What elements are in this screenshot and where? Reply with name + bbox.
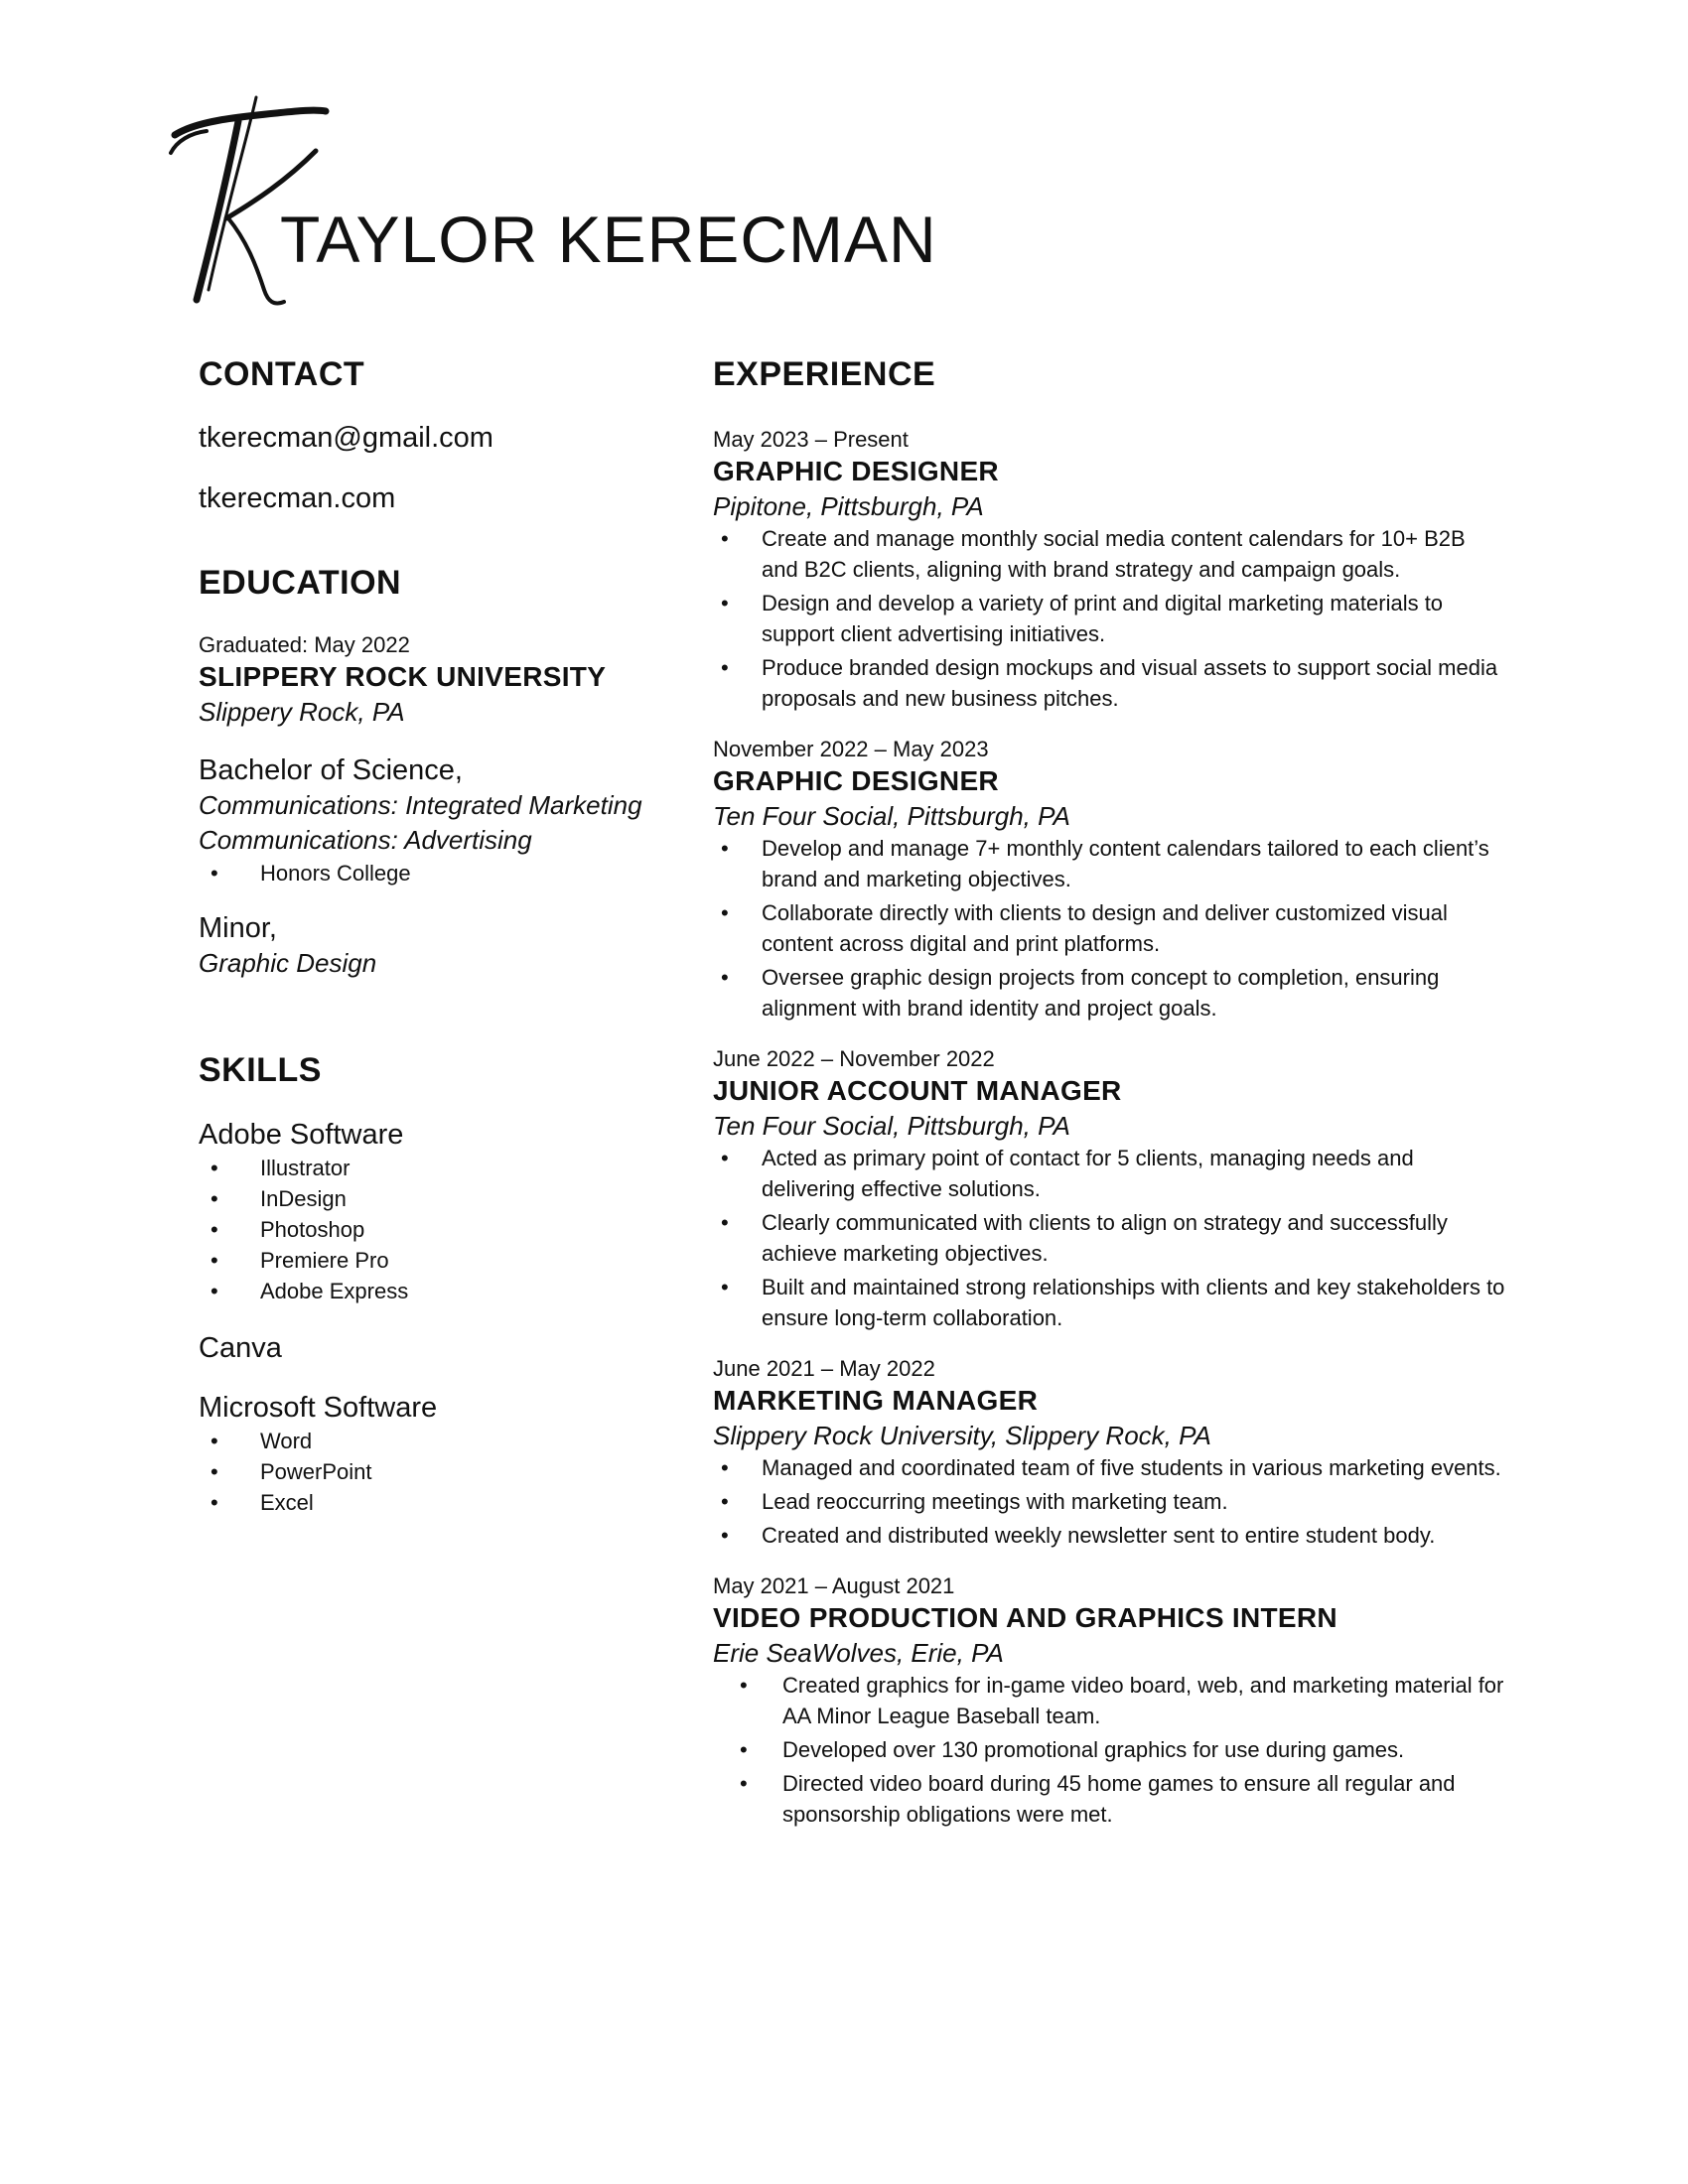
job-dates: May 2021 – August 2021 <box>713 1573 955 1598</box>
list-item: • Design and develop a variety of print and digital marketing materials to support client advertising initiatives. <box>713 588 1507 649</box>
list-item: • Managed and coordinated team of five students in various marketing events. <box>713 1452 1507 1483</box>
education-section <box>199 563 685 981</box>
list-item: • Clearly communicated with clients to align on strategy and successfully achieve marketing objectives. <box>713 1207 1507 1269</box>
list-item: • Acted as primary point of contact for 5 clients, managing needs and delivering effective solutions. <box>713 1143 1507 1204</box>
major: Communications: Advertising <box>199 825 532 855</box>
education-heading: EDUCATION <box>199 564 402 602</box>
list-item: • Premiere Pro <box>199 1245 685 1276</box>
list-item: • Create and manage monthly social media content calendars for 10+ B2B and B2C clients, aligning with brand strategy and campaign goals. <box>713 523 1507 585</box>
list-item: • Develop and manage 7+ monthly content calendars tailored to each client’s brand and marketing objectives. <box>713 833 1507 894</box>
candidate-name: TAYLOR KERECMAN <box>280 203 937 276</box>
skills-section <box>199 1050 685 1518</box>
email-link[interactable]: tkerecman@gmail.com <box>199 422 493 454</box>
skills-heading: SKILLS <box>199 1051 322 1089</box>
job-company: Erie SeaWolves, Erie, PA <box>713 1638 1004 1668</box>
job-title: GRAPHIC DESIGNER <box>713 765 999 796</box>
contact-section <box>199 354 685 516</box>
right-column <box>713 354 1507 1851</box>
job-entry <box>713 426 1507 714</box>
list-item: • Illustrator <box>199 1153 685 1183</box>
job-dates: June 2021 – May 2022 <box>713 1356 935 1381</box>
minor: Graphic Design <box>199 948 377 978</box>
list-item: • Directed video board during 45 home games to ensure all regular and sponsorship obligations were met. <box>713 1768 1507 1830</box>
job-company: Ten Four Social, Pittsburgh, PA <box>713 801 1070 831</box>
list-item: • Collaborate directly with clients to design and deliver customized visual content across digital and print platforms. <box>713 897 1507 959</box>
job-bullet-list <box>713 1670 1507 1830</box>
list-item: • Photoshop <box>199 1214 685 1245</box>
list-item: • Produce branded design mockups and visual assets to support social media proposals and new business pitches. <box>713 652 1507 714</box>
job-title: GRAPHIC DESIGNER <box>713 456 999 486</box>
list-item: • Built and maintained strong relationships with clients and key stakeholders to ensure long-term collaboration. <box>713 1272 1507 1333</box>
list-item: • Adobe Express <box>199 1276 685 1306</box>
skill-list <box>199 1426 685 1518</box>
job-bullet-list <box>713 523 1507 714</box>
skill-list <box>199 1153 685 1306</box>
skill-group-name: Microsoft Software <box>199 1392 438 1424</box>
list-item: • Developed over 130 promotional graphics for use during games. <box>713 1734 1507 1765</box>
list-item: • Created graphics for in-game video board, web, and marketing material for AA Minor League Baseball team. <box>713 1670 1507 1731</box>
skill-group-name: Adobe Software <box>199 1119 404 1151</box>
list-item: • Lead reoccurring meetings with marketing team. <box>713 1486 1507 1517</box>
list-item: • Excel <box>199 1487 685 1518</box>
minor-label: Minor, <box>199 912 277 944</box>
list-item: • Word <box>199 1426 685 1456</box>
job-entry <box>713 1355 1507 1551</box>
list-item: • Oversee graphic design projects from concept to completion, ensuring alignment with brand identity and project goals. <box>713 962 1507 1024</box>
school-name: SLIPPERY ROCK UNIVERSITY <box>199 661 607 692</box>
job-entry <box>713 736 1507 1024</box>
list-item: • Honors College <box>199 858 685 888</box>
list-item: • PowerPoint <box>199 1456 685 1487</box>
degree: Bachelor of Science, <box>199 754 463 786</box>
job-company: Slippery Rock University, Slippery Rock, PA <box>713 1421 1211 1450</box>
job-title: JUNIOR ACCOUNT MANAGER <box>713 1075 1122 1106</box>
job-bullet-list <box>713 833 1507 1024</box>
job-entry <box>713 1045 1507 1333</box>
skill-group-name: Canva <box>199 1332 282 1364</box>
website-link[interactable]: tkerecman.com <box>199 482 396 514</box>
job-title: MARKETING MANAGER <box>713 1385 1039 1416</box>
job-company: Pipitone, Pittsburgh, PA <box>713 491 984 521</box>
contact-heading: CONTACT <box>199 355 365 393</box>
experience-heading: EXPERIENCE <box>713 355 936 393</box>
job-dates: May 2023 – Present <box>713 427 909 452</box>
job-entry <box>713 1572 1507 1830</box>
contact-list <box>199 420 685 516</box>
job-bullet-list <box>713 1143 1507 1333</box>
list-item: • InDesign <box>199 1183 685 1214</box>
list-item: • Created and distributed weekly newsletter sent to entire student body. <box>713 1520 1507 1551</box>
left-column <box>199 354 685 1518</box>
honors-list <box>199 858 685 888</box>
job-title: VIDEO PRODUCTION AND GRAPHICS INTERN <box>713 1602 1337 1633</box>
major: Communications: Integrated Marketing <box>199 790 642 820</box>
graduation-date: Graduated: May 2022 <box>199 632 410 657</box>
job-company: Ten Four Social, Pittsburgh, PA <box>713 1111 1070 1141</box>
job-dates: November 2022 – May 2023 <box>713 737 989 761</box>
job-bullet-list <box>713 1452 1507 1551</box>
school-location: Slippery Rock, PA <box>199 697 405 727</box>
job-dates: June 2022 – November 2022 <box>713 1046 995 1071</box>
